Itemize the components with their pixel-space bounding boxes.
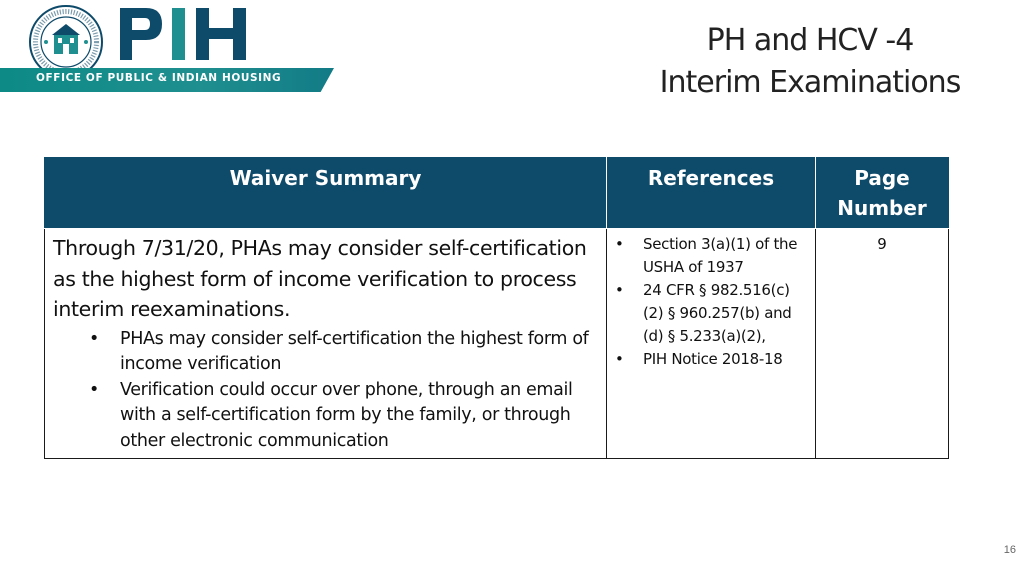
waiver-table	[44, 157, 949, 459]
references-list	[607, 229, 815, 371]
page-number-cell	[816, 229, 949, 459]
bullet-text: Verification could occur over phone, through an email with a self-certification form by the family, or through other electronic communication	[120, 379, 573, 451]
slide-number: 16	[1003, 544, 1016, 556]
bullet-icon: •	[89, 379, 99, 400]
references-cell	[607, 229, 816, 459]
bullet-icon: •	[615, 350, 624, 368]
slide-title	[620, 20, 1000, 104]
bullet-icon: •	[615, 235, 624, 253]
office-label: OFFICE OF PUBLIC & INDIAN HOUSING	[36, 72, 282, 84]
header-page-number: Page Number	[816, 158, 949, 229]
title-line-1: PH and HCV -4	[706, 23, 914, 58]
list-item	[615, 233, 809, 279]
bullet-text: PHAs may consider self-certification the highest form of income verification	[120, 328, 589, 374]
bullet-icon: •	[89, 328, 99, 349]
reference-text: Section 3(a)(1) of the USHA of 1937	[643, 235, 798, 276]
page-number: 9	[877, 235, 887, 253]
title-line-2: Interim Examinations	[659, 65, 961, 100]
summary-bullet-list	[45, 327, 606, 459]
reference-text: 24 CFR § 982.516(c)(2) § 960.257(b) and (d) § 5.233(a)(2),	[643, 281, 792, 345]
table-row	[45, 229, 949, 459]
summary-cell	[45, 229, 607, 459]
reference-text: PIH Notice 2018-18	[643, 350, 783, 368]
list-item	[89, 327, 598, 378]
bullet-icon: •	[615, 281, 624, 299]
summary-text: Through 7/31/20, PHAs may consider self-certification as the highest form of income verification to process interim reexaminations.	[53, 236, 587, 321]
list-item	[615, 348, 809, 371]
list-item	[89, 378, 598, 455]
header-waiver-summary: Waiver Summary	[45, 158, 607, 229]
list-item	[615, 279, 809, 348]
table-header-row	[45, 158, 949, 229]
header-references: References	[607, 158, 816, 229]
pih-logo	[116, 4, 252, 64]
